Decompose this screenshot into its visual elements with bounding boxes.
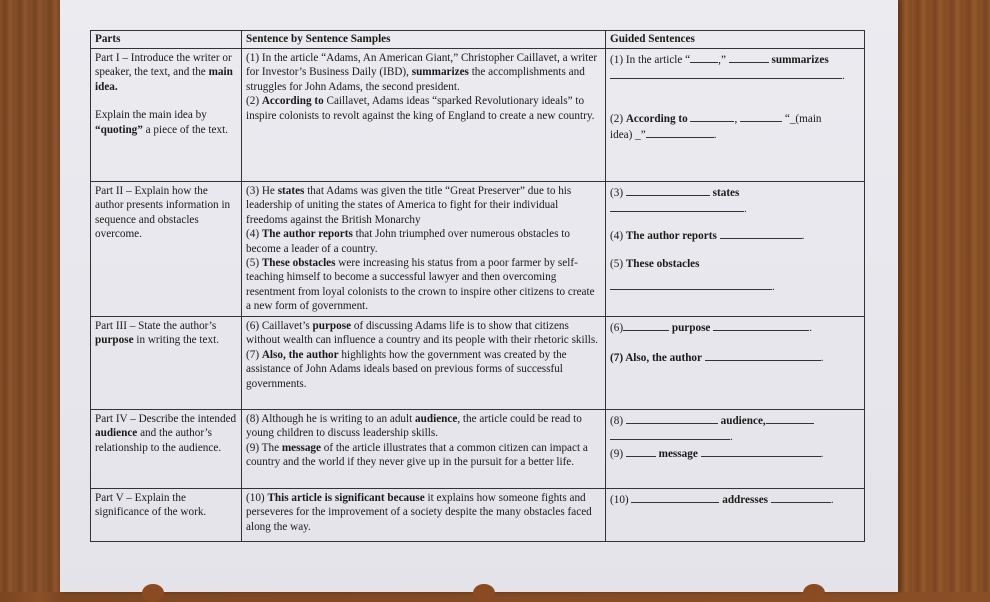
wood-background-left: [0, 0, 62, 592]
sample-cell: [242, 410, 606, 489]
part-bold: purpose: [95, 334, 134, 347]
part-bold: main idea.: [95, 66, 233, 93]
blank-line[interactable]: [705, 349, 821, 361]
blank-line[interactable]: [610, 428, 730, 440]
sample-bold: message: [281, 441, 321, 454]
sample-bold: purpose: [312, 320, 352, 332]
guided-text: (5): [610, 258, 626, 271]
part-cell: [91, 410, 242, 489]
guided-cell: (10) addresses .: [606, 489, 865, 542]
sample-text: that Adams was given the title “Great Preserver” due to his leadership of uniting the states of America to fight for their individual freedoms against the British Monarchy: [246, 185, 572, 226]
part-text: Part II – Explain how the author presents information in sequence and obstacles overcome.: [95, 185, 231, 241]
header-samples: Sentence by Sentence Samples: [242, 31, 606, 49]
sample-text: (5): [246, 257, 262, 270]
table-row-part-1: [91, 49, 865, 182]
sample-cell: [242, 317, 606, 410]
part-text: and the author’s relationship to the audience.: [95, 427, 222, 454]
guided-text: (6): [610, 322, 624, 334]
blank-line[interactable]: [623, 319, 669, 331]
guided-text: idea) _”: [610, 129, 646, 142]
header-guided: Guided Sentences: [606, 31, 865, 49]
guided-cell: (6) purpose . (7) Also, the author .: [606, 317, 865, 410]
sample-bold: states: [277, 185, 305, 197]
sample-bold: The author reports: [261, 228, 353, 241]
blank-line[interactable]: [729, 51, 769, 63]
table-row-part-4: [91, 410, 865, 489]
sample-text: were increasing his status from a poor farmer by self-teaching himself to become a successful lawyer and then overcoming resentment from loyal colonists to the crown to inspire other citizens to create a new form of government.: [246, 257, 595, 313]
part-cell: [91, 317, 242, 410]
sample-text: Caillavet, Adams ideas “sparked Revolutionary ideals” to inspire colonists to revolt against the king of England to create a new country.: [246, 95, 595, 122]
sample-bold: summarizes: [411, 66, 469, 79]
guided-text: “_(main: [784, 112, 822, 125]
blank-line[interactable]: [720, 227, 802, 239]
blank-line[interactable]: [766, 412, 814, 424]
table-row-part-2: [91, 182, 865, 317]
sample-text: (4): [246, 228, 262, 241]
part-cell: [91, 49, 242, 182]
header-parts: Parts: [91, 31, 242, 49]
worksheet-table: [90, 30, 865, 542]
guided-text: (1) In the article “: [610, 54, 691, 66]
part-bold: audience: [95, 427, 138, 440]
guided-text: (3): [610, 187, 624, 199]
blank-line[interactable]: [646, 126, 714, 138]
sample-cell: [242, 489, 606, 542]
sample-text: (3) He: [246, 185, 278, 197]
guided-bold: addresses: [722, 494, 769, 506]
guided-bold: These obstacles: [625, 258, 700, 271]
guided-text: (9): [610, 447, 624, 460]
blank-line[interactable]: [626, 184, 710, 196]
sample-text: (7): [246, 348, 262, 361]
part-text: Part I – Introduce the writer or speaker, the text, and the: [95, 52, 232, 79]
binder-hole: [803, 584, 825, 602]
guided-bold: According to: [625, 112, 688, 125]
sample-text: (8) Although he is writing to an adult: [246, 413, 416, 425]
part-text: Part V – Explain the significance of the work.: [95, 492, 207, 519]
part-text: Part IV – Describe the intended: [95, 413, 237, 425]
sample-text: , the article could be read to young children to discuss leadership skills.: [246, 413, 582, 440]
sample-cell: [242, 49, 606, 182]
sample-text: that John triumphed over numerous obstacles to become a leader of a country.: [246, 228, 570, 255]
binder-hole: [473, 584, 495, 602]
sample-text: it explains how someone fights and perseveres for the improvement of a society despite the many obstacles faced along the way.: [246, 492, 592, 533]
sample-text: (2): [246, 95, 262, 108]
sample-text: (10): [246, 492, 268, 504]
sample-text: (9) The: [246, 441, 282, 454]
guided-cell: (3) states . (4) The author reports . (5) These obstacles .: [606, 182, 865, 317]
part-text: Part III – State the author’s: [95, 320, 217, 332]
guided-text: ,”: [718, 54, 726, 66]
sample-bold: Also, the author: [261, 348, 339, 361]
table-row-part-3: [91, 317, 865, 410]
sample-text: of the article illustrates that a common citizen can impact a country and the world if they never give up in the pursuit for a better life.: [246, 441, 588, 469]
guided-text: (10): [610, 494, 629, 506]
part-cell: [91, 489, 242, 542]
guided-bold: purpose: [671, 322, 711, 334]
sample-text: highlights how the government was created by the assistance of John Adams ideals based on previous forms of successful governments.: [246, 348, 567, 390]
part-text: Explain the main idea by: [95, 109, 207, 122]
blank-line[interactable]: [610, 278, 772, 290]
wood-background-right: [895, 0, 990, 592]
table-row-part-5: [91, 489, 865, 542]
blank-line[interactable]: [713, 319, 809, 331]
part-text: a piece of the text.: [142, 123, 228, 136]
sample-bold: This article is significant because: [267, 492, 425, 504]
sample-text: the accomplishments and struggles for John Adams, the second president.: [246, 66, 585, 93]
blank-line[interactable]: [701, 445, 821, 457]
guided-text: (4): [610, 229, 626, 242]
sample-cell: [242, 182, 606, 317]
guided-bold: summarizes: [771, 54, 829, 66]
blank-line[interactable]: [626, 445, 656, 457]
sample-bold: According to: [261, 95, 324, 108]
guided-bold: (7) Also, the author: [610, 352, 702, 365]
sample-text: (1) In the article “Adams, An American Giant,” Christopher Caillavet, a writer for Investor’s Business Daily (IBD),: [246, 52, 598, 79]
blank-line[interactable]: [610, 200, 744, 212]
guided-text: (8): [610, 415, 624, 427]
blank-line[interactable]: [690, 51, 718, 63]
blank-line[interactable]: [626, 412, 718, 424]
part-text: in writing the text.: [133, 334, 219, 347]
sample-bold: audience: [415, 413, 458, 425]
guided-cell: (1) In the article “ ,” summarizes . (2) According to , “_(main idea) _” .: [606, 49, 865, 182]
sample-text: of discussing Adams life is to show that citizens without wealth can influence a country and its people with their rhetoric skills.: [246, 320, 598, 347]
sample-bold: These obstacles: [261, 257, 336, 270]
guided-bold: states: [712, 187, 740, 199]
blank-line[interactable]: [610, 67, 842, 79]
part-cell: [91, 182, 242, 317]
blank-line[interactable]: [631, 491, 719, 503]
blank-line[interactable]: [690, 110, 734, 122]
guided-bold: message: [658, 447, 698, 460]
guided-text: (2): [610, 112, 626, 125]
guided-bold: The author reports: [625, 229, 717, 242]
guided-bold: audience,: [720, 415, 766, 427]
binder-hole: [142, 584, 164, 602]
blank-line[interactable]: [771, 491, 831, 503]
guided-cell: (8) audience, . (9) message .: [606, 410, 865, 489]
header-row: [91, 31, 865, 49]
part-bold: “quoting”: [95, 123, 143, 136]
blank-line[interactable]: [740, 110, 782, 122]
sample-text: (6) Caillavet’s: [246, 320, 313, 332]
